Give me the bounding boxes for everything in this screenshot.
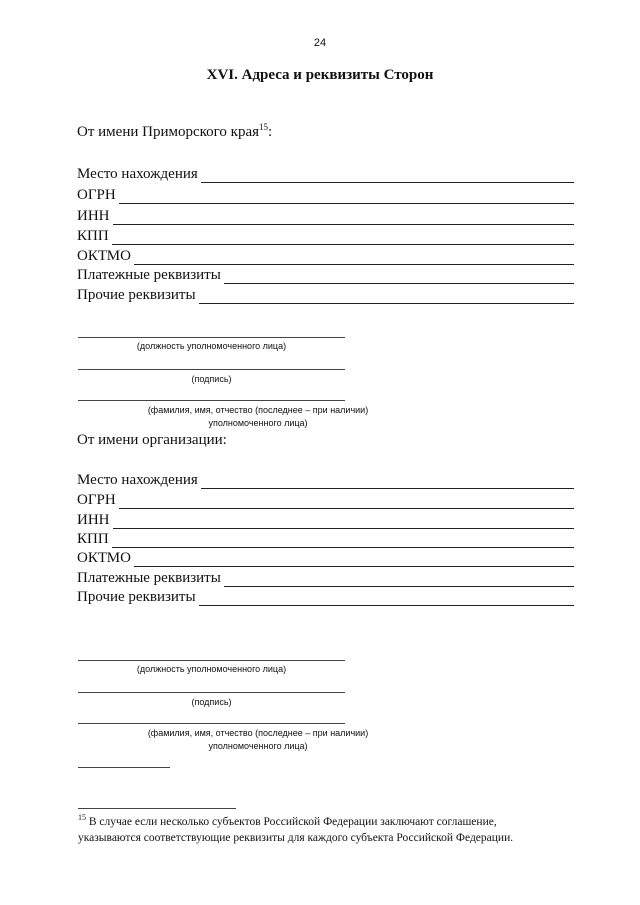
footnote-text-1: В случае если несколько субъектов Российской Федерации заключают соглашение, bbox=[88, 816, 497, 828]
fill-line bbox=[224, 271, 574, 284]
field-label: ОКТМО bbox=[77, 550, 131, 566]
footnote-ref: 15 bbox=[259, 122, 269, 132]
caption-line: (фамилия, имя, отчество (последнее – при наличии) bbox=[147, 728, 369, 738]
section-title: XVI. Адреса и реквизиты Сторон bbox=[206, 67, 434, 83]
fill-line bbox=[201, 476, 574, 489]
caption-line: уполномоченного лица) bbox=[208, 418, 308, 428]
party2-signature-caption: (подпись) bbox=[191, 697, 232, 707]
party1-field-payment bbox=[77, 266, 574, 284]
party1-field-inn bbox=[77, 207, 574, 225]
party2-field-location bbox=[77, 471, 574, 489]
fill-line bbox=[134, 554, 574, 567]
field-label: ОГРН bbox=[77, 187, 116, 203]
fill-line bbox=[113, 212, 575, 225]
party2-position-caption: (должность уполномоченного лица) bbox=[136, 664, 287, 674]
fill-line bbox=[113, 516, 575, 529]
field-label: Платежные реквизиты bbox=[77, 267, 221, 283]
party2-field-inn bbox=[77, 511, 574, 529]
field-label: Прочие реквизиты bbox=[77, 589, 196, 605]
field-label: Прочие реквизиты bbox=[77, 287, 196, 303]
party1-signature-caption: (подпись) bbox=[191, 374, 232, 384]
footnote-number: 15 bbox=[78, 813, 86, 823]
fill-line bbox=[201, 170, 574, 183]
party2-heading: От имени организации: bbox=[77, 432, 227, 448]
party2-field-kpp bbox=[77, 530, 574, 548]
party1-heading bbox=[77, 124, 272, 141]
party1-signature-line bbox=[78, 369, 345, 370]
field-label: ИНН bbox=[77, 512, 110, 528]
party1-field-kpp bbox=[77, 227, 574, 245]
party2-field-payment bbox=[77, 569, 574, 587]
party1-position-caption: (должность уполномоченного лица) bbox=[136, 341, 287, 351]
caption-line: (фамилия, имя, отчество (последнее – при наличии) bbox=[147, 405, 369, 415]
party1-name-caption bbox=[78, 404, 438, 430]
field-label: КПП bbox=[77, 531, 109, 547]
party2-field-other bbox=[77, 588, 574, 606]
fill-line bbox=[112, 232, 574, 245]
field-label: ОГРН bbox=[77, 492, 116, 508]
party1-heading-text: От имени Приморского края bbox=[77, 124, 260, 140]
field-label: Место нахождения bbox=[77, 472, 198, 488]
party2-signature-line bbox=[78, 692, 345, 693]
field-label: ИНН bbox=[77, 208, 110, 224]
fill-line bbox=[224, 574, 574, 587]
field-label: ОКТМО bbox=[77, 248, 131, 264]
party1-field-ogrn bbox=[77, 186, 574, 204]
caption-line: уполномоченного лица) bbox=[208, 741, 308, 751]
fill-line bbox=[119, 496, 574, 509]
footnote-line-1 bbox=[78, 814, 578, 830]
fill-line bbox=[119, 191, 574, 204]
party1-name-line bbox=[78, 400, 345, 401]
page-number: 24 bbox=[313, 37, 327, 49]
fill-line bbox=[199, 291, 574, 304]
field-label: Платежные реквизиты bbox=[77, 570, 221, 586]
field-label: КПП bbox=[77, 228, 109, 244]
party1-heading-suffix: : bbox=[268, 124, 273, 140]
short-rule bbox=[78, 767, 170, 768]
footnote bbox=[78, 814, 578, 846]
party1-field-oktmo bbox=[77, 247, 574, 265]
footnote-line-2: указываются соответствующие реквизиты для каждого субъекта Российской Федерации. bbox=[78, 832, 514, 844]
party2-field-oktmo bbox=[77, 549, 574, 567]
party2-field-ogrn bbox=[77, 491, 574, 509]
fill-line bbox=[199, 593, 574, 606]
party2-name-caption bbox=[78, 727, 438, 753]
footnote-separator bbox=[78, 808, 236, 809]
party2-position-line bbox=[78, 660, 345, 661]
party1-field-location bbox=[77, 165, 574, 183]
fill-line bbox=[112, 535, 574, 548]
field-label: Место нахождения bbox=[77, 166, 198, 182]
party1-field-other bbox=[77, 286, 574, 304]
party2-name-line bbox=[78, 723, 345, 724]
party1-position-line bbox=[78, 337, 345, 338]
fill-line bbox=[134, 252, 574, 265]
